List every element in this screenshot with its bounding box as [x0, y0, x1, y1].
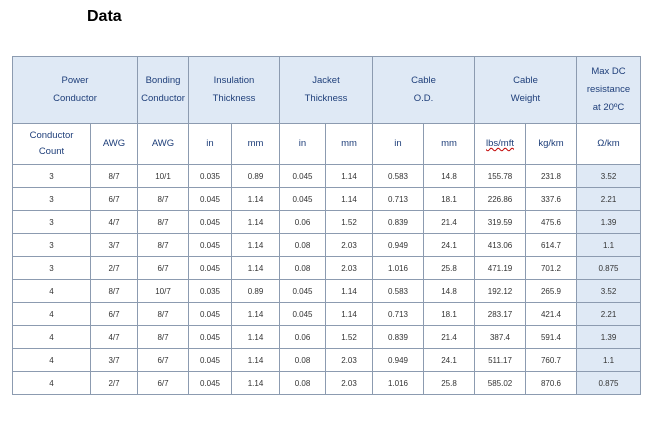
table-cell: 1.14 [232, 188, 280, 211]
table-cell: 4/7 [91, 211, 138, 234]
table-cell: 2.03 [326, 234, 373, 257]
table-cell: 1.016 [373, 372, 424, 395]
unit-header-cell: Conductor Count [13, 124, 91, 165]
table-cell: 1.52 [326, 211, 373, 234]
table-cell: 1.14 [232, 372, 280, 395]
table-cell: 8/7 [138, 188, 189, 211]
table-cell: 3 [13, 234, 91, 257]
table-cell: 0.045 [189, 303, 232, 326]
table-cell: 2.21 [577, 188, 641, 211]
table-cell: 6/7 [91, 303, 138, 326]
table-cell: 1.14 [232, 211, 280, 234]
table-cell: 0.949 [373, 234, 424, 257]
table-cell: 0.045 [189, 349, 232, 372]
table-cell: 3.52 [577, 165, 641, 188]
unit-header-cell: mm [326, 124, 373, 165]
table-cell: 0.08 [280, 349, 326, 372]
table-cell: 0.045 [189, 188, 232, 211]
table-cell: 155.78 [475, 165, 526, 188]
table-cell: 1.1 [577, 349, 641, 372]
table-cell: 1.016 [373, 257, 424, 280]
cable-data-table [12, 56, 641, 395]
table-cell: 0.06 [280, 326, 326, 349]
table-cell: 8/7 [138, 326, 189, 349]
table-cell: 0.583 [373, 165, 424, 188]
table-cell: 8/7 [138, 234, 189, 257]
table-cell: 0.045 [280, 303, 326, 326]
table-cell: 0.045 [280, 188, 326, 211]
page-title: Data [87, 8, 122, 25]
unit-header-cell: lbs/mft [475, 124, 526, 165]
table-cell: 1.14 [232, 326, 280, 349]
table-cell: 0.035 [189, 280, 232, 303]
table-cell: 1.14 [232, 349, 280, 372]
table-row [13, 188, 641, 211]
table-cell: 1.1 [577, 234, 641, 257]
table-cell: 21.4 [424, 326, 475, 349]
table-cell: 1.14 [326, 303, 373, 326]
table-cell: 0.045 [189, 211, 232, 234]
table-cell: 0.839 [373, 326, 424, 349]
table-row [13, 234, 641, 257]
table-cell: 24.1 [424, 234, 475, 257]
table-cell: 2/7 [91, 257, 138, 280]
table-cell: 475.6 [526, 211, 577, 234]
table-cell: 0.06 [280, 211, 326, 234]
table-cell: 10/1 [138, 165, 189, 188]
unit-header-cell: in [373, 124, 424, 165]
table-cell: 3/7 [91, 234, 138, 257]
table-cell: 3 [13, 211, 91, 234]
table-cell: 2.03 [326, 349, 373, 372]
table-cell: 4/7 [91, 326, 138, 349]
table-cell: 8/7 [91, 280, 138, 303]
table-row [13, 349, 641, 372]
table-cell: 10/7 [138, 280, 189, 303]
table-cell: 0.89 [232, 280, 280, 303]
unit-header-cell: in [189, 124, 232, 165]
table-cell: 3 [13, 188, 91, 211]
table-row [13, 165, 641, 188]
unit-header-cell: AWG [138, 124, 189, 165]
table-cell: 0.875 [577, 372, 641, 395]
group-header-cell: Bonding Conductor [138, 57, 189, 124]
table-cell: 8/7 [138, 211, 189, 234]
table-cell: 2.03 [326, 257, 373, 280]
unit-header-cell: mm [232, 124, 280, 165]
table-row [13, 257, 641, 280]
table-cell: 25.8 [424, 372, 475, 395]
table-cell: 3 [13, 257, 91, 280]
table-cell: 4 [13, 280, 91, 303]
table-cell: 1.39 [577, 326, 641, 349]
group-header-cell: Insulation Thickness [189, 57, 280, 124]
table-cell: 3 [13, 165, 91, 188]
table-cell: 0.08 [280, 372, 326, 395]
table-cell: 1.14 [326, 165, 373, 188]
table-cell: 0.89 [232, 165, 280, 188]
table-cell: 413.06 [475, 234, 526, 257]
table-cell: 8/7 [91, 165, 138, 188]
table-cell: 3.52 [577, 280, 641, 303]
table-cell: 1.14 [326, 188, 373, 211]
table-cell: 421.4 [526, 303, 577, 326]
unit-header-cell: AWG [91, 124, 138, 165]
table-cell: 18.1 [424, 303, 475, 326]
table-cell: 0.875 [577, 257, 641, 280]
table-cell: 0.045 [280, 165, 326, 188]
table-cell: 319.59 [475, 211, 526, 234]
table-cell: 265.9 [526, 280, 577, 303]
table-cell: 701.2 [526, 257, 577, 280]
table-cell: 337.6 [526, 188, 577, 211]
table-cell: 585.02 [475, 372, 526, 395]
table-cell: 231.8 [526, 165, 577, 188]
table-row [13, 211, 641, 234]
table-cell: 2/7 [91, 372, 138, 395]
table-cell: 4 [13, 349, 91, 372]
table-cell: 0.045 [189, 234, 232, 257]
group-header-cell: Max DC resistance at 20ºC [577, 57, 641, 124]
table-row [13, 303, 641, 326]
table-cell: 226.86 [475, 188, 526, 211]
table-cell: 870.6 [526, 372, 577, 395]
table-row [13, 326, 641, 349]
table-cell: 511.17 [475, 349, 526, 372]
table-cell: 0.08 [280, 234, 326, 257]
table-cell: 6/7 [138, 257, 189, 280]
table-cell: 8/7 [138, 303, 189, 326]
table-cell: 6/7 [138, 372, 189, 395]
table-cell: 0.583 [373, 280, 424, 303]
unit-header-cell: Ω/km [577, 124, 641, 165]
table-cell: 25.8 [424, 257, 475, 280]
unit-header-row [13, 124, 641, 165]
table-cell: 1.14 [232, 257, 280, 280]
table-cell: 0.08 [280, 257, 326, 280]
group-header-cell: Cable O.D. [373, 57, 475, 124]
table-cell: 14.8 [424, 165, 475, 188]
table-cell: 0.045 [280, 280, 326, 303]
table-cell: 283.17 [475, 303, 526, 326]
group-header-cell: Cable Weight [475, 57, 577, 124]
table-cell: 0.035 [189, 165, 232, 188]
table-cell: 0.045 [189, 257, 232, 280]
table-row [13, 372, 641, 395]
unit-header-cell: kg/km [526, 124, 577, 165]
table-cell: 0.045 [189, 372, 232, 395]
table-cell: 0.045 [189, 326, 232, 349]
table-cell: 2.21 [577, 303, 641, 326]
group-header-cell: Jacket Thickness [280, 57, 373, 124]
table-cell: 18.1 [424, 188, 475, 211]
table-cell: 591.4 [526, 326, 577, 349]
table-cell: 471.19 [475, 257, 526, 280]
table-cell: 760.7 [526, 349, 577, 372]
group-header-row [13, 57, 641, 124]
table-cell: 6/7 [138, 349, 189, 372]
table-cell: 2.03 [326, 372, 373, 395]
table-cell: 3/7 [91, 349, 138, 372]
table-cell: 4 [13, 303, 91, 326]
table-cell: 6/7 [91, 188, 138, 211]
table-cell: 1.14 [232, 303, 280, 326]
table-cell: 1.14 [232, 234, 280, 257]
table-cell: 4 [13, 372, 91, 395]
table-cell: 24.1 [424, 349, 475, 372]
table-cell: 1.14 [326, 280, 373, 303]
table-cell: 0.839 [373, 211, 424, 234]
table-cell: 4 [13, 326, 91, 349]
table-cell: 1.52 [326, 326, 373, 349]
unit-header-cell: mm [424, 124, 475, 165]
table-row [13, 280, 641, 303]
table-cell: 21.4 [424, 211, 475, 234]
group-header-cell: Power Conductor [13, 57, 138, 124]
table-cell: 387.4 [475, 326, 526, 349]
table-cell: 192.12 [475, 280, 526, 303]
table-cell: 0.713 [373, 303, 424, 326]
table-cell: 614.7 [526, 234, 577, 257]
table-cell: 14.8 [424, 280, 475, 303]
table-cell: 0.713 [373, 188, 424, 211]
unit-header-cell: in [280, 124, 326, 165]
table-cell: 0.949 [373, 349, 424, 372]
table-cell: 1.39 [577, 211, 641, 234]
